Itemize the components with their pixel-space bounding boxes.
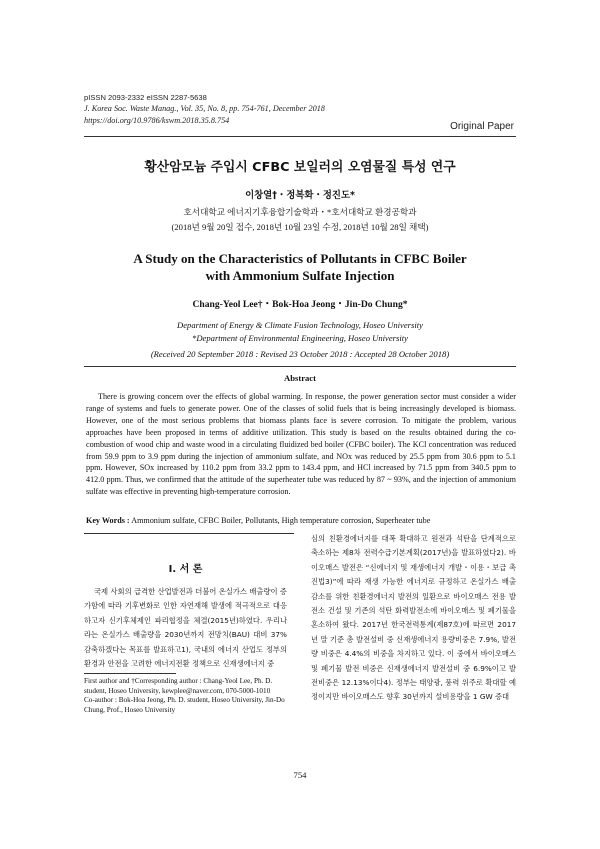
- issn-line: pISSN 2093-2332 eISSN 2287-5638: [84, 93, 207, 102]
- keywords-bottom-rule: [84, 533, 294, 534]
- keywords: [86, 516, 516, 525]
- keywords-text: Ammonium sulfate, CFBC Boiler, Pollutants, High temperature corrosion, Superheater tube: [131, 516, 431, 525]
- footnote-corresponding-author: First author and †Corresponding author : Chang-Yeol Lee, Ph. D. student, Hoseo University, kewplee@naver.com, 070-5000-1010: [84, 677, 273, 695]
- abstract-text: There is growing concern over the effects of global warming. In response, the power generation sector must consider a wider range of systems and fuels to generate power. One of the classes of solid fuels that is being increasingly developed is biomass. However, one of the most serious problems that biomass plants face is severe corrosion. To mitigate the problem, various approaches have been proposed in terms of additive utilization. This study is based on the results obtained during the co-combustion of wood chip and waste wood in a circulating fluidized bed boiler (CFBC boiler). The KCl concentration was reduced from 59.9 ppm to 3.9 ppm during the injection of ammonium sulfate, and NOx was reduced by 25.5 ppm from 30.6 ppm to 5.1 ppm. However, SOx increased by 110.2 ppm from 33.2 ppm to 143.4 ppm, and HCl increased by 71.5 ppm from 340.5 ppm to 412.0 ppm. Thus, we confirmed that the attitude of the superheater tube was reduced by 87 ~ 93%, and the injection of ammonium sulfate was effective in preventing high-temperature corrosion.: [86, 392, 516, 497]
- body-text-left: 국제 사회의 급격한 산업발전과 더불어 온실가스 배출량이 증가함에 따라 기후변화로 인한 자연재해 발생에 적극적으로 대응하고자 신기후체제인 파리협정을 체결(2015년)하였다. 우리나라는 온실가스 배출량을 2030년까지 전망치(BAU) 대비 37% 감축하겠다는 목표를 발표하고1), 국내의 에너지 산업도 정부의 환경과 안전을 고려한 에너지전환 정책으로 신재생에너지 중: [84, 587, 287, 669]
- authors-korean: 이창열†・정복화・정진도*: [245, 190, 355, 201]
- doi-link[interactable]: https://doi.org/10.9786/kswm.2018.35.8.754: [84, 115, 230, 125]
- affiliation-korean: 호서대학교 에너지기후융합기술학과・*호서대학교 환경공학과: [183, 207, 417, 217]
- footnote-rule: [84, 673, 176, 674]
- paper-type-label: Original Paper: [450, 121, 514, 132]
- affiliation-english: [60, 319, 540, 344]
- title-english-line2: with Ammonium Sulfate Injection: [205, 268, 395, 283]
- abstract-top-rule: [84, 366, 516, 367]
- title-english: [60, 250, 540, 284]
- keywords-label: Key Words :: [86, 516, 130, 525]
- section-heading-introduction: I. 서 론: [168, 564, 203, 575]
- abstract-heading: Abstract: [284, 373, 316, 383]
- affiliation-english-2: *Department of Environmental Engineering, Hoseo University: [192, 332, 408, 343]
- header-rule: [84, 136, 516, 137]
- footnote-coauthors: Co-author : Bok-Hoa Jeong, Ph. D. student, Hoseo University, Jin-Do Chung, Prof., Hoseo University: [84, 696, 285, 714]
- title-english-line1: A Study on the Characteristics of Pollutants in CFBC Boiler: [133, 251, 467, 266]
- affiliation-english-1: Department of Energy & Climate Fusion Technology, Hoseo University: [177, 320, 423, 330]
- page-number: 754: [293, 770, 307, 780]
- dates-english: (Received 20 September 2018 : Revised 23 October 2018 : Accepted 28 October 2018): [150, 349, 450, 359]
- body-text-right: 심의 친환경에너지를 대폭 확대하고 원전과 석탄을 단계적으로 축소하는 제8차 전력수급기본계획(2017년)을 발표하였다2). 바이오매스 발전은 “신에너지 및 재생에너지 개발・이용・보급 촉진법3)”에 따라 재생 가능한 에너지로 규정하고 온실가스 배출 감소를 위한 친환경에너지 발전의 일환으로 바이오매스 전용 발전소 건설 및 기존의 석탄 화력발전소에 바이오매스 및 폐기물을 혼소하여 왔다. 2017년 한국전력통계(제87호)에 따르면 2017년 말 기준 총 발전설비 중 신재생에너지 용량비중은 7.9%, 발전량 비중은 4.4%의 비중을 차지하고 있다. 이 중에서 바이오매스 및 폐기물 발전 비중은 신재생에너지 발전설비 중 6.9%이고 발전비중은 12.13%이다4). 정부는 태양광, 풍력 위주로 확대할 예정이지만 바이오매스도 향후 30년까지 설비용량을 1 GW 증대: [311, 534, 516, 702]
- authors-english: Chang-Yeol Lee†・Bok-Hoa Jeong・Jin-Do Chung*: [192, 299, 408, 310]
- footnotes: [84, 677, 287, 715]
- journal-header: [84, 92, 325, 126]
- dates-korean: (2018년 9월 20일 접수, 2018년 10월 23일 수정, 2018년 10월 28일 채택): [171, 222, 429, 232]
- journal-citation: J. Korea Soc. Waste Manag., Vol. 35, No. 8, pp. 754-761, December 2018: [84, 104, 325, 114]
- title-korean: 황산암모늄 주입시 CFBC 보일러의 오염물질 특성 연구: [144, 160, 456, 175]
